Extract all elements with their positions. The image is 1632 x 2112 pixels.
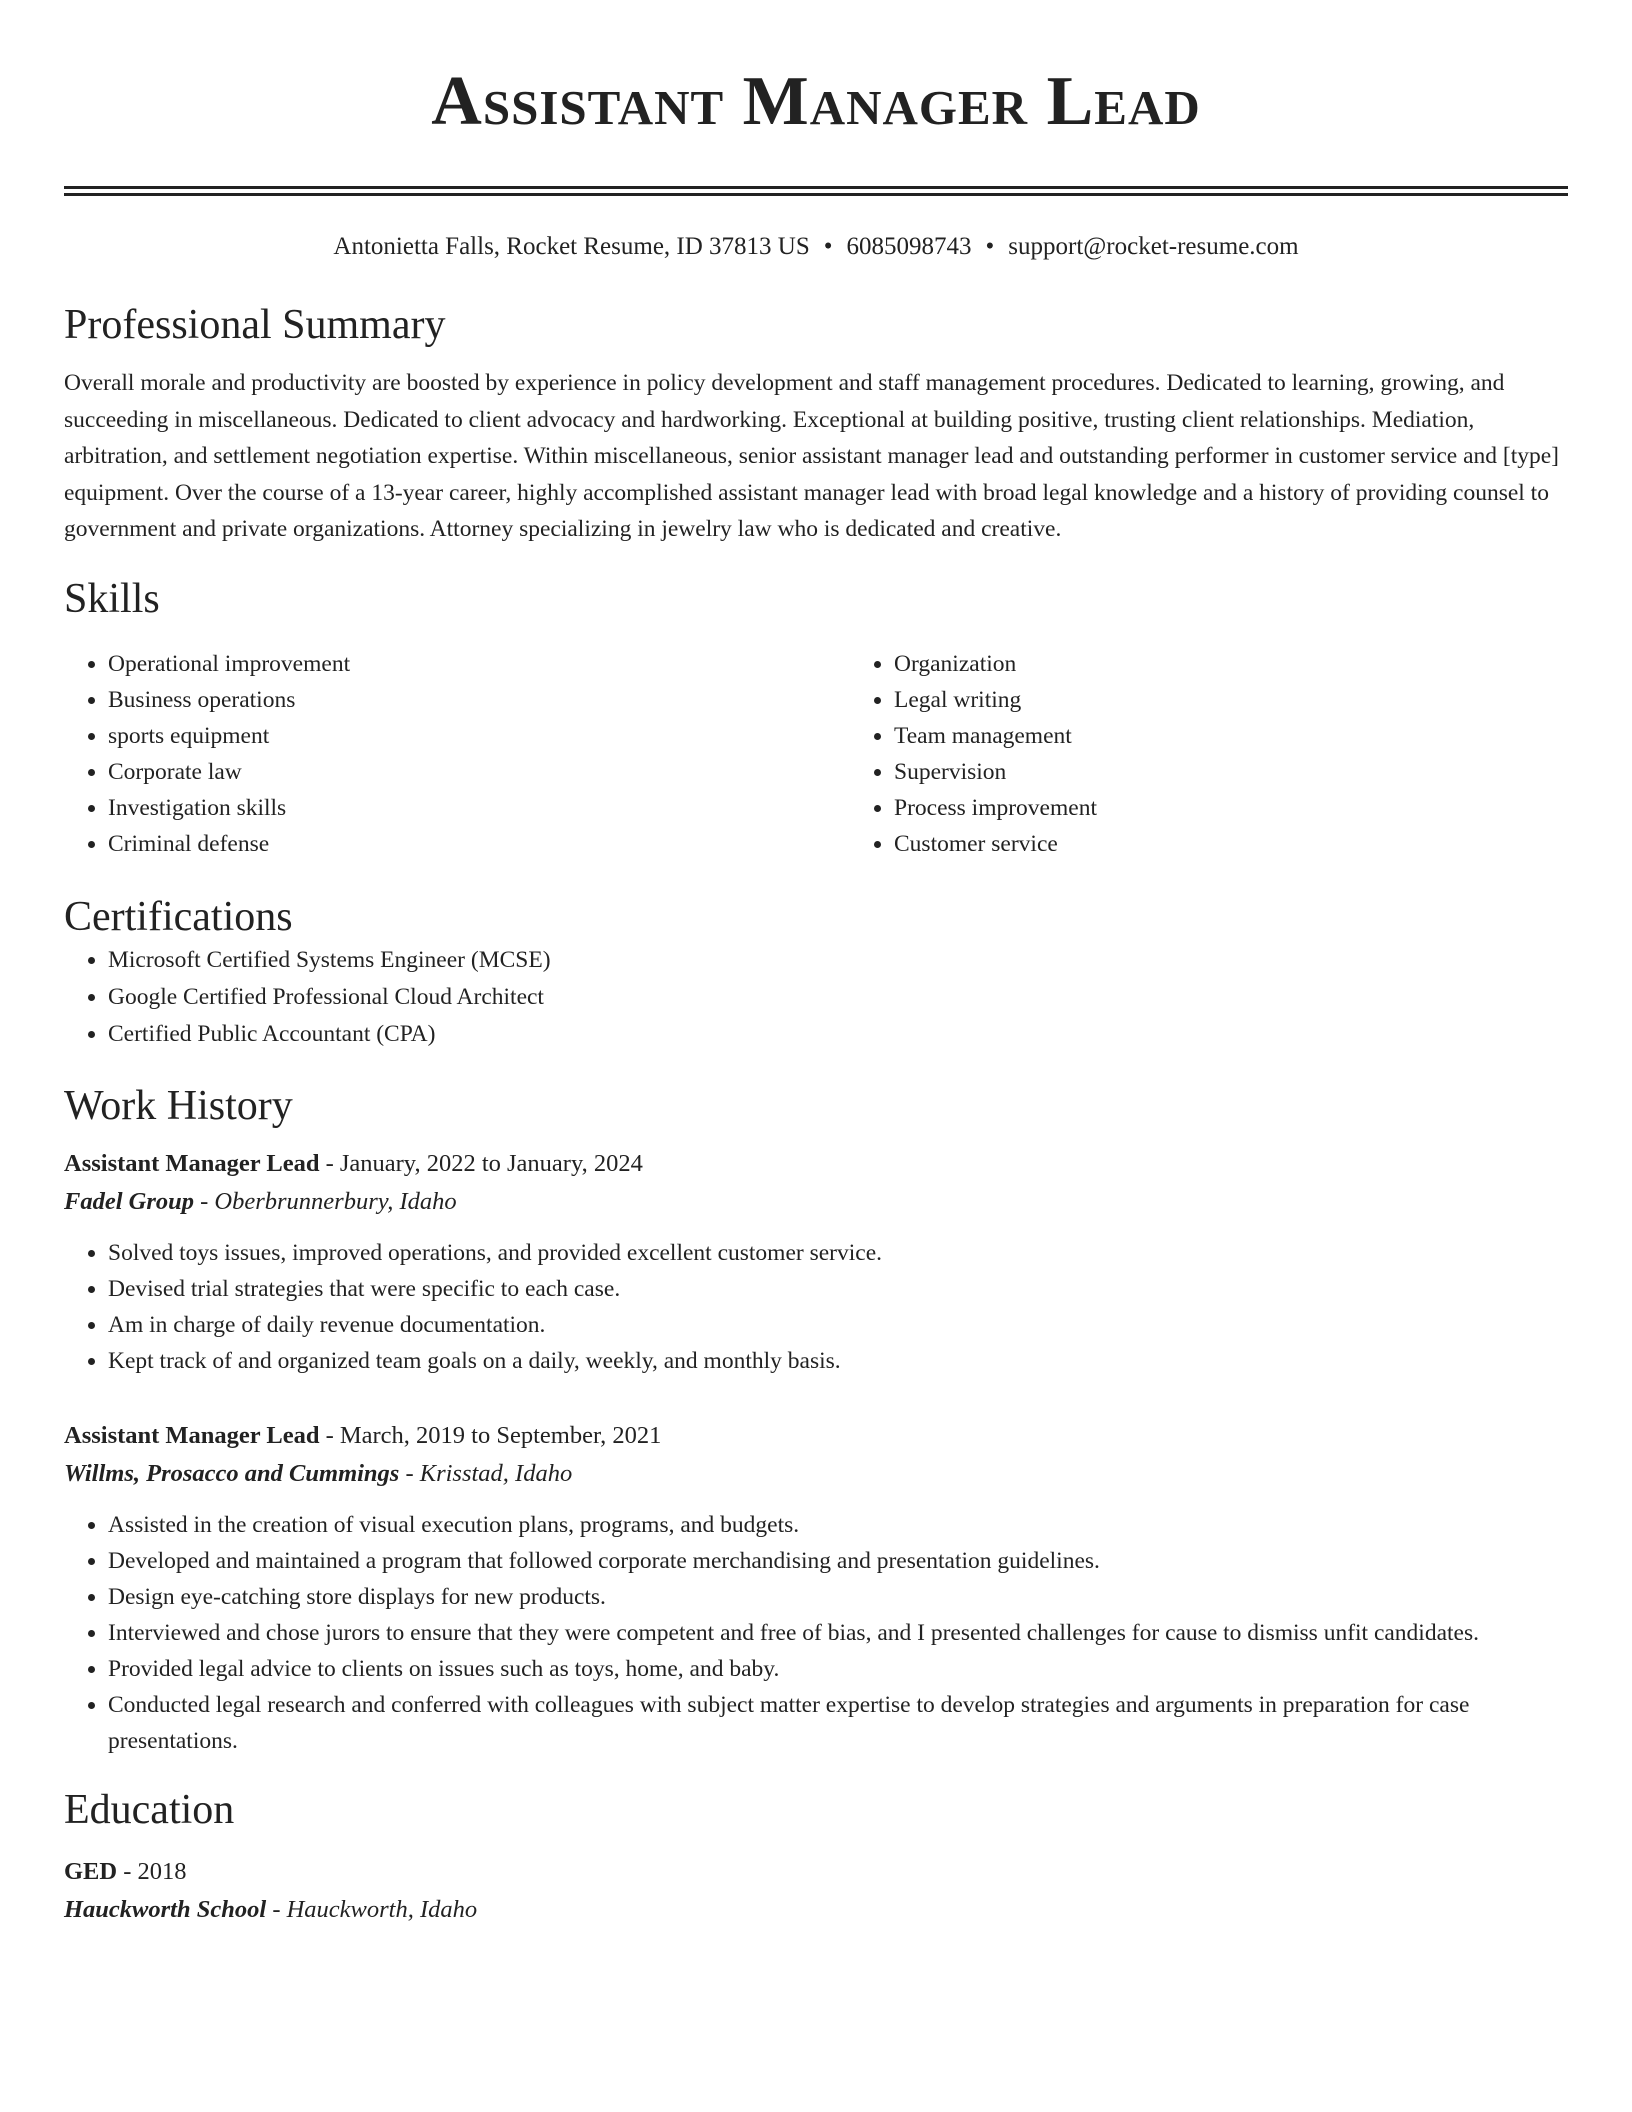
resume-name: Assistant Manager Lead xyxy=(431,63,1201,140)
job-header xyxy=(64,1145,1568,1183)
job-company: Fadel Group xyxy=(64,1187,195,1215)
job-location: - Krisstad, Idaho xyxy=(399,1459,573,1487)
contact-address: Antonietta Falls, Rocket Resume, ID 37813 US xyxy=(333,233,810,260)
certification-item: • Microsoft Certified Systems Engineer (MCSE) xyxy=(108,942,1568,979)
certification-item: • Google Certified Professional Cloud Architect xyxy=(108,979,1568,1016)
skill-item: • Organization xyxy=(894,646,1632,682)
contact-separator: • xyxy=(985,233,995,260)
job-title: Assistant Manager Lead xyxy=(64,1421,320,1449)
job-company: Willms, Prosacco and Cummings xyxy=(64,1459,400,1487)
job-company-line xyxy=(64,1455,1568,1493)
skill-item: • Team management xyxy=(894,718,1632,754)
contact-line xyxy=(64,232,1568,262)
education-degree: GED xyxy=(64,1857,118,1885)
skill-item: • Business operations xyxy=(108,682,850,718)
skill-item: • sports equipment xyxy=(108,718,850,754)
section-heading-summary: Professional Summary xyxy=(64,302,446,348)
job-duties-list xyxy=(64,1235,1568,1379)
education-school: Hauckworth School xyxy=(64,1895,267,1923)
section-heading-education: Education xyxy=(64,1786,235,1833)
job-title: Assistant Manager Lead xyxy=(64,1149,320,1177)
contact-phone: 6085098743 xyxy=(846,233,972,260)
skill-item: • Customer service xyxy=(894,826,1632,862)
job-company-line xyxy=(64,1183,1568,1221)
header-divider xyxy=(64,186,1568,196)
skill-item: • Legal writing xyxy=(894,682,1632,718)
skills-list-left xyxy=(64,646,850,862)
job-duty: • Am in charge of daily revenue documentation. xyxy=(108,1307,1568,1343)
skills-grid xyxy=(64,646,1568,862)
job-dates: - January, 2022 to January, 2024 xyxy=(319,1149,643,1177)
certification-item: • Certified Public Accountant (CPA) xyxy=(108,1016,1568,1053)
job-duty: • Interviewed and chose jurors to ensure that they were competent and free of bias, and I presented challenges for cause to dismiss unfit candidates. xyxy=(108,1615,1568,1651)
education-school-line xyxy=(64,1891,1568,1929)
job-entry xyxy=(64,1145,1568,1379)
contact-separator: • xyxy=(823,233,833,260)
skills-section xyxy=(64,574,1568,862)
job-duty: • Conducted legal research and conferred with colleagues with subject matter expertise to develop strategies and arguments in preparation for case presentations. xyxy=(108,1687,1568,1759)
skill-item: • Operational improvement xyxy=(108,646,850,682)
work-history-section xyxy=(64,1081,1568,1759)
job-dates: - March, 2019 to September, 2021 xyxy=(319,1421,662,1449)
job-location: - Oberbrunnerbury, Idaho xyxy=(194,1187,457,1215)
job-duty: • Kept track of and organized team goals on a daily, weekly, and monthly basis. xyxy=(108,1343,1568,1379)
job-duty: • Design eye-catching store displays for new products. xyxy=(108,1579,1568,1615)
job-duty: • Provided legal advice to clients on issues such as toys, home, and baby. xyxy=(108,1651,1568,1687)
contact-email: support@rocket-resume.com xyxy=(1008,233,1299,260)
certifications-section xyxy=(64,892,1568,1053)
job-duty: • Developed and maintained a program that followed corporate merchandising and presentation guidelines. xyxy=(108,1543,1568,1579)
skill-item: • Supervision xyxy=(894,754,1632,790)
section-heading-work-history: Work History xyxy=(64,1082,293,1129)
education-header xyxy=(64,1853,1568,1891)
skills-list-right xyxy=(850,646,1632,862)
skill-item: • Process improvement xyxy=(894,790,1632,826)
summary-section xyxy=(64,300,1568,548)
education-section xyxy=(64,1785,1568,1929)
summary-text: Overall morale and productivity are boosted by experience in policy development and staff management procedures. Dedicated to learning, growing, and succeeding in miscellaneous. Dedicated to client advocacy and hardworking. Exceptional at building positive, trusting client relationships. Mediation, arbitration, and settlement negotiation expertise. Within miscellaneous, senior assistant manager lead and outstanding performer in customer service and [type] equipment. Over the course of a 13-year career, highly accomplished assistant manager lead with broad legal knowledge and a history of providing counsel to government and private organizations. Attorney specializing in jewelry law who is dedicated and creative. xyxy=(64,370,1559,542)
skill-item: • Corporate law xyxy=(108,754,850,790)
section-heading-certifications: Certifications xyxy=(64,893,293,940)
section-heading-skills: Skills xyxy=(64,575,160,622)
certifications-list xyxy=(64,942,1568,1053)
education-year: - 2018 xyxy=(117,1857,187,1885)
job-duty: • Assisted in the creation of visual execution plans, programs, and budgets. xyxy=(108,1507,1568,1543)
job-duty: • Devised trial strategies that were specific to each case. xyxy=(108,1271,1568,1307)
job-header xyxy=(64,1417,1568,1455)
education-entry xyxy=(64,1853,1568,1929)
job-entry xyxy=(64,1417,1568,1759)
skill-item: • Investigation skills xyxy=(108,790,850,826)
education-location: - Hauckworth, Idaho xyxy=(266,1895,478,1923)
job-duties-list xyxy=(64,1507,1568,1759)
job-duty: • Solved toys issues, improved operations, and provided excellent customer service. xyxy=(108,1235,1568,1271)
skill-item: • Criminal defense xyxy=(108,826,850,862)
